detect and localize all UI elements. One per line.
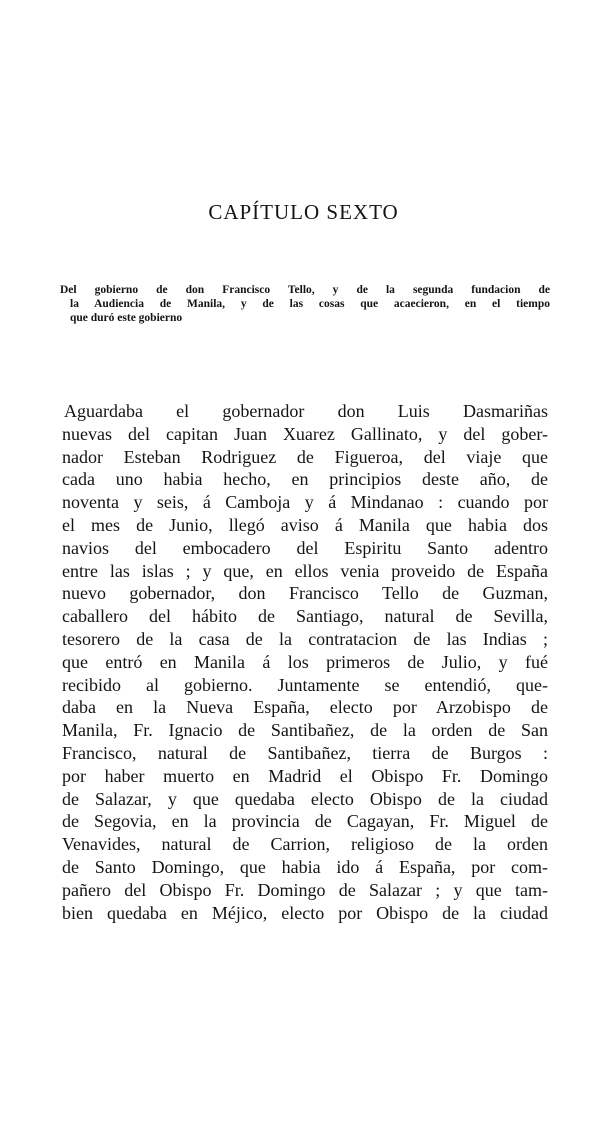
- body-line: Francisco, natural de Santibañez, tierra de Burgos :: [62, 742, 548, 763]
- summary-line: la Audiencia de Manila, y de las cosas que acaecieron, en el tiempo: [70, 298, 550, 310]
- body-line: recibido al gobierno. Juntamente se entendió, que-: [62, 674, 548, 695]
- body-line: nador Esteban Rodriguez de Figueroa, del viaje que: [62, 446, 548, 467]
- body-line: entre las islas ; y que, en ellos venia proveido de España: [62, 560, 548, 581]
- body-line: nuevo gobernador, don Francisco Tello de Guzman,: [62, 583, 548, 604]
- body-line: cada uno habia hecho, en principios deste año, de: [62, 469, 548, 490]
- body-line: daba en la Nueva España, electo por Arzobispo de: [62, 697, 548, 718]
- body-line: por haber muerto en Madrid el Obispo Fr. Domingo: [62, 765, 548, 786]
- body-line: navios del embocadero del Espiritu Santo adentro: [62, 537, 548, 558]
- body-line: noventa y seis, á Camboja y á Mindanao : cuando por: [62, 492, 548, 513]
- body-line: Venavides, natural de Carrion, religioso de la orden: [62, 834, 548, 855]
- body-line: bien quedaba en Méjico, electo por Obispo de la ciudad: [62, 902, 548, 923]
- body-line: el mes de Junio, llegó aviso á Manila que habia dos: [62, 514, 548, 535]
- chapter-summary: [60, 283, 550, 325]
- body-paragraph: [62, 400, 548, 924]
- body-line: nuevas del capitan Juan Xuarez Gallinato, y del gober-: [62, 423, 548, 444]
- body-line: que entró en Manila á los primeros de Julio, y fué: [62, 651, 548, 672]
- body-line: Aguardaba el gobernador don Luis Dasmariñas: [64, 401, 548, 421]
- body-line: de Segovia, en la provincia de Cagayan, Fr. Miguel de: [62, 811, 548, 832]
- body-line: pañero del Obispo Fr. Domingo de Salazar ; y que tam-: [62, 879, 548, 900]
- body-line: de Santo Domingo, que habia ido á España, por com-: [62, 856, 548, 877]
- body-line: de Salazar, y que quedaba electo Obispo de la ciudad: [62, 788, 548, 809]
- summary-line: Del gobierno de don Francisco Tello, y de la segunda fundacion de: [60, 284, 550, 296]
- body-line: tesorero de la casa de la contratacion de las Indias ;: [62, 628, 548, 649]
- chapter-title: CAPÍTULO SEXTO: [208, 200, 399, 224]
- body-line: caballero del hábito de Santiago, natural de Sevilla,: [62, 606, 548, 627]
- body-line: Manila, Fr. Ignacio de Santibañez, de la orden de San: [62, 720, 548, 741]
- summary-line: que duró este gobierno: [70, 312, 183, 324]
